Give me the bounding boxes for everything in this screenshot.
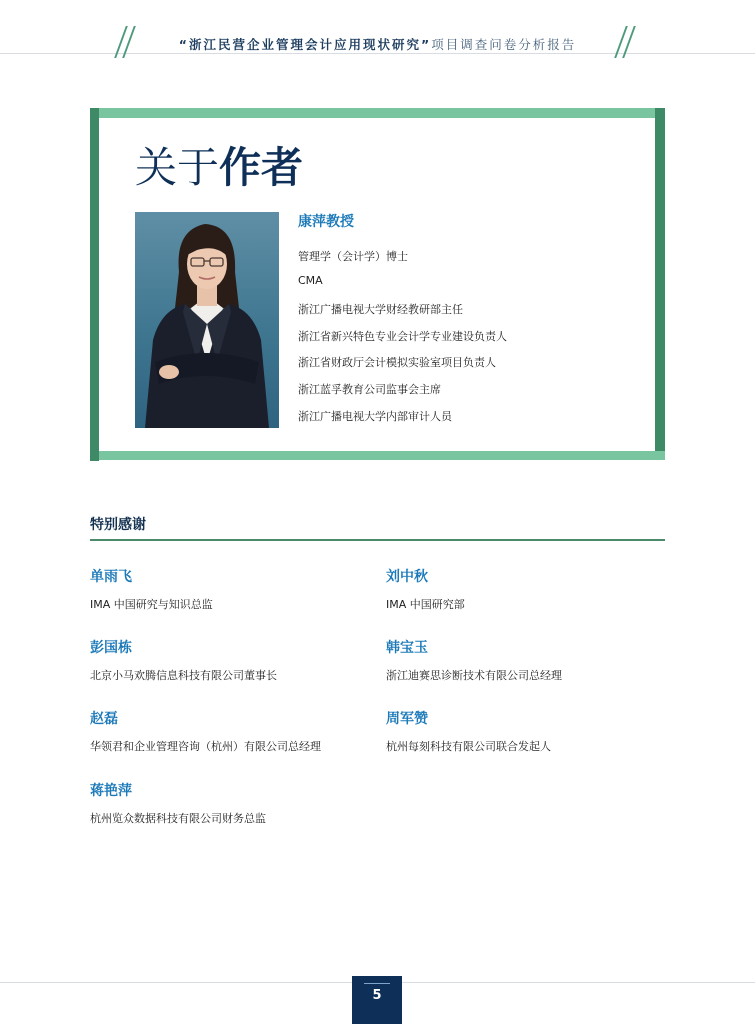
author-credential: 浙江广播电视大学财经教研部主任	[298, 303, 463, 316]
thanks-person-name: 蒋艳萍	[90, 783, 132, 799]
thanks-person-role: 杭州每刻科技有限公司联合发起人	[386, 740, 551, 753]
author-credential: 浙江省财政厅会计模拟实验室项目负责人	[298, 356, 496, 369]
thanks-person-role: 浙江迪赛思诊断技术有限公司总经理	[386, 669, 562, 682]
author-portrait-illustration	[135, 212, 279, 428]
author-credential: 浙江广播电视大学内部审计人员	[298, 410, 452, 423]
thanks-person-name: 韩宝玉	[386, 640, 428, 656]
about-title-light: 关于	[135, 143, 220, 192]
thanks-person-role: 华领君和企业管理咨询（杭州）有限公司总经理	[90, 740, 321, 753]
author-credential: CMA	[298, 274, 323, 287]
thanks-person-role: IMA 中国研究与知识总监	[90, 598, 213, 611]
thanks-person-name: 周军赞	[386, 711, 428, 727]
panel-top-bar	[90, 108, 665, 118]
thanks-person-name: 彭国栋	[90, 640, 132, 656]
header-title-bold: “浙江民营企业管理会计应用现状研究”	[178, 37, 432, 52]
author-name: 康萍教授	[298, 214, 354, 230]
page-number-box	[352, 976, 402, 1024]
page-number-rule	[364, 983, 390, 984]
thanks-person-role: 杭州览众数据科技有限公司财务总监	[90, 812, 266, 825]
header-title-light: 项目调查问卷分析报告	[431, 37, 577, 52]
panel-bottom-bar	[90, 451, 665, 460]
page-number: 5	[372, 988, 382, 1003]
panel-right-bar	[655, 108, 665, 451]
thanks-person-name: 刘中秋	[386, 569, 428, 585]
author-credential: 浙江蓝孚教育公司监事会主席	[298, 383, 441, 396]
author-credential: 浙江省新兴特色专业会计学专业建设负责人	[298, 330, 507, 343]
author-credential: 管理学（会计学）博士	[298, 250, 408, 263]
panel-left-bar	[90, 108, 99, 461]
about-author-title	[135, 140, 303, 196]
special-thanks-rule	[90, 539, 665, 541]
special-thanks-title: 特别感谢	[90, 517, 146, 533]
report-header-title	[0, 35, 755, 53]
thanks-person-name: 单雨飞	[90, 569, 132, 585]
thanks-person-role: IMA 中国研究部	[386, 598, 465, 611]
author-photo	[135, 212, 279, 428]
header-rule	[0, 53, 755, 54]
thanks-person-name: 赵磊	[90, 711, 118, 727]
thanks-person-role: 北京小马欢腾信息科技有限公司董事长	[90, 669, 277, 682]
about-title-bold: 作者	[219, 143, 304, 192]
